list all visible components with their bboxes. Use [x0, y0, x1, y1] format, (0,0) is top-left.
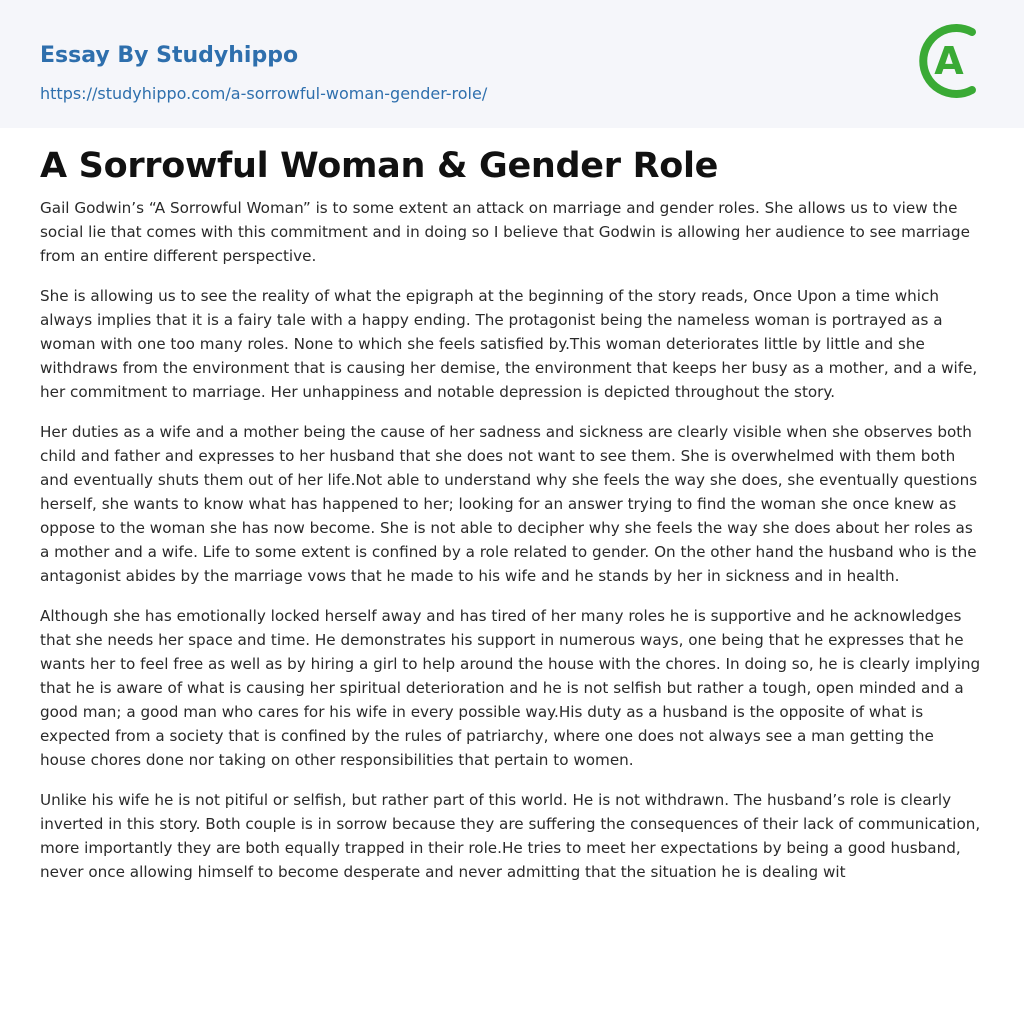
article-content	[0, 128, 1024, 884]
brand-title: Essay By Studyhippo	[40, 43, 299, 68]
logo-letter: A	[934, 39, 964, 83]
page-header	[0, 0, 1024, 128]
article-paragraph-4: Although she has emotionally locked herself away and has tired of her many roles he is supportive and he acknowledges that she needs her space and time. He demonstrates his support in numerous ways, one being that he expresses that he wants her to feel free as well as by hiring a girl to help around the house with the chores. In doing so, he is clearly implying that he is aware of what is causing her spiritual deterioration and he is not selfish but rather a tough, open minded and a good man; a good man who cares for his wife in every possible way.His duty as a husband is the opposite of what is expected from a society that is confined by the rules of patriarchy, where one does not always see a man getting the house chores done nor taking on other responsibilities that pertain to women.	[40, 607, 981, 769]
article-paragraph-2: She is allowing us to see the reality of what the epigraph at the beginning of the story reads, Once Upon a time which always implies that it is a fairy tale with a happy ending. The protagonist being the nameless woman is portrayed as a woman with one too many roles. None to which she feels satisfied by.This woman deteriorates little by little and she withdraws from the environment that is causing her demise, the environment that keeps her busy as a mother, and a wife, her commitment to marriage. Her unhappiness and notable depression is depicted throughout the story.	[40, 287, 978, 401]
article-paragraph-1: Gail Godwin’s “A Sorrowful Woman” is to some extent an attack on marriage and gender roles. She allows us to view the social lie that comes with this commitment and in doing so I believe that Godwin is allowing her audience to see marriage from an entire different perspective.	[40, 199, 970, 265]
article-paragraph-3: Her duties as a wife and a mother being the cause of her sadness and sickness are clearly visible when she observes both child and father and expresses to her husband that she does not want to see them. She is overwhelmed with them both and eventually shuts them out of her life.Not able to understand why she feels the way she does, she eventually questions herself, she wants to know what has happened to her; looking for an answer trying to find the woman she once knew as oppose to the woman she has now become. She is not able to decipher why she feels the way she does about her roles as a mother and a wife. Life to some extent is confined by a role related to gender. On the other hand the husband who is the antagonist abides by the marriage vows that he made to his wife and he stands by her in sickness and in health.	[40, 423, 978, 585]
article-title: A Sorrowful Woman & Gender Role	[40, 146, 719, 186]
article-paragraph-5: Unlike his wife he is not pitiful or selfish, but rather part of this world. He is not withdrawn. The husband’s role is clearly inverted in this story. Both couple is in sorrow because they are suffering the consequences of their lack of communication, more importantly they are both equally trapped in their role.He tries to meet her expectations by being a good husband, never once allowing himself to become desperate and never admitting that the situation he is dealing wit	[40, 791, 981, 881]
source-url-link[interactable]: https://studyhippo.com/a-sorrowful-woman-gender-role/	[40, 84, 488, 103]
studyhippo-logo-icon[interactable]	[914, 18, 986, 104]
